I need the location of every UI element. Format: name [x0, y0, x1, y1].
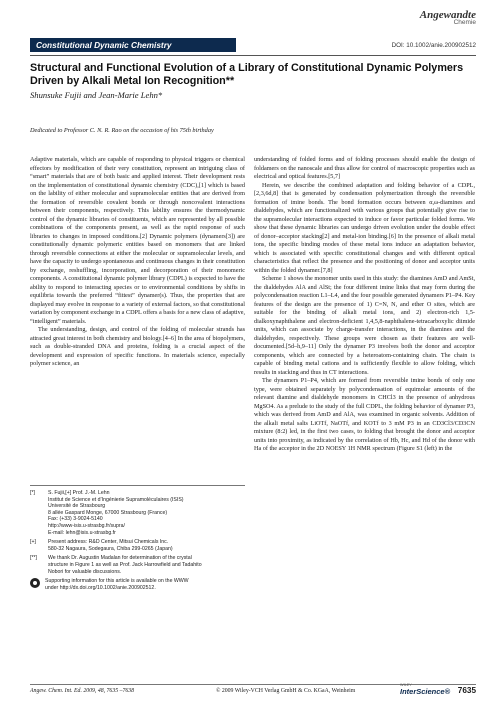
footnote-line: Nobori for valuable discussions.	[48, 568, 122, 575]
doi-label: DOI: 10.1002/anie.200902512	[391, 42, 476, 49]
footnote-line: S. Fujii,[+] Prof. J.-M. Lehn	[48, 490, 110, 496]
footer-citation: Angew. Chem. Int. Ed. 2009, 48, 7635 –7638	[30, 688, 135, 694]
footnote-corresponding	[30, 490, 245, 536]
supporting-info-note	[30, 578, 245, 591]
header-rule	[30, 55, 476, 56]
footnote-line: We thank Dr. Augustin Madalan for determination of the crystal	[48, 555, 192, 562]
footnote-link[interactable]: http://www-isis.u-strasbg.fr/supra/	[48, 522, 125, 529]
logo-line-1: Angewandte	[419, 9, 476, 21]
paragraph: The dynamers P1–P4, which are formed from reversible imine bonds of only one type, were obtained separately by polycondensation of equimolar amounts of the relevant diamine and dialdehyde monomers in CHCl3 in the presence of anhydrous MgSO4. As a prelude to the study of the full CDPL, the folding behavior of dynamer P3, which was derived from AmD and AlA, was examined in organic solvents. Addition of the alkali metal salts LiOTf, NaOTf, and KOTf to 3 mM P3 in an CD3Cl3/CD3CN mixture (8:2) led, in the first two cases, to folding that brought the donor and acceptor units into proximity, as indicated by the correlation of Hb, Hc, and Hd of the donor with Ha of the acceptor in the 2D NOESY 1H NMR spectrum (Figure S1 (left) in the	[254, 377, 475, 452]
paragraph: Herein, we describe the combined adaptation and folding behavior of a CDPL,[2,3,6d,8] that is generated by condensation polymerization through the reversible formation of imine bonds. The bond formation occurs between α,ω-diamines and dialdehydes, which are functionalized with various groups that potentially give rise to the supramolecular interactions expected to induce or favor particular folded forms. We show that these dynamic libraries can undergo driven evolution under the double effect of donor–acceptor stacking[2] and metal-ion binding.[6] In the presence of alkali metal ions, the specific binding modes of these metal ions induce an adaptation behavior, which is associated with specific constitutional changes and with different optical characteristics that reflect the presence and the positioning of donor and acceptor units within the folded dynamer.[7,8]	[254, 181, 475, 274]
footnote-line: structure in Figure 1 as well as Prof. Jack Harrowfield and Tadahito	[48, 561, 202, 568]
left-text-column	[30, 156, 245, 476]
dedication-line: Dedicated to Professor C. N. R. Rao on the occasion of his 75th birthday	[30, 127, 214, 134]
interscience-small: WILEY	[400, 683, 412, 687]
section-banner: Constitutional Dynamic Chemistry	[30, 38, 236, 52]
footnote-line: Université de Strasbourg	[48, 503, 106, 510]
article-authors: Shunsuke Fujii and Jean-Marie Lehn*	[30, 90, 163, 100]
right-text-column	[254, 156, 475, 681]
footnote-thanks	[30, 555, 245, 575]
footnote-line: 8 allée Gaspard Monge, 67000 Strasbourg (France)	[48, 509, 168, 516]
logo-line-2: Chemie	[453, 19, 476, 26]
footnotes-box	[30, 485, 245, 591]
supporting-info-icon	[30, 578, 40, 588]
interscience-logo	[400, 683, 450, 696]
paragraph: Adaptive materials, which are capable of responding to physical triggers or chemical effectors by modification of their very constitution, represent an intriguing class of “smart” materials that are of both basic and applied interest. Their development rests on the implementation of constitutional dynamic chemistry (CDC),[1] which is based on the lability of either molecular and supramolecular entities that are derived from the formation of reversible covalent bonds or through noncovalent interactions between their components, respectively. This lability ensures the thermodynamic control of the dynamic libraries of constituents, which are represented by all possible combinations of the components present, as well as the rapid response of such libraries to changes in imposed conditions.[2] Dynamic polymers (dynamers[3]) are constitutionally dynamic polymeric entities based on monomers that are linked through reversible connections at either the molecular or supramolecular levels, and have the capacity to undergo spontaneous and continuous changes in their constitution by exchange, reshuffling, incorporation, and decorporation of their monomeric components. A constitutional dynamic polymer library (CDPL) is expected to have the ability to respond to interacting species or to environmental conditions by shifts in equilibria towards the preferred “fittest” dynamer(s). Thus, the properties that are displayed may evolve in response to a variety of external factors, so that constitutional variation by component exchange in a CDPL offers a basis for a new class of adaptive, “intelligent” materials.	[30, 156, 245, 325]
footnote-line: Institut de Science et d’Ingénierie Supramoléculaires (ISIS)	[48, 496, 184, 503]
article-title: Structural and Functional Evolution of a Library of Constitutional Dynamic Polymers Driven by Alkali Metal Ion Recognition**	[30, 62, 464, 87]
footnote-mark: [+]	[30, 539, 36, 546]
supporting-info-link[interactable]: under http://dx.doi.org/10.1002/anie.200902512.	[45, 584, 156, 591]
footnote-line: Fax: (+33) 3-9024-5140	[48, 516, 103, 523]
page-number: 7635	[457, 686, 476, 695]
paragraph: Scheme 1 shows the monomer units used in this study: the diamines AmD and AmSt, the dialdehydes AlA and AlSt; the four different imine links that may form during the polycondensation reaction L1–L4, and the four possible generated dynamers P1–P4. Key features of the design are the presence of 1) C=N, N, and ether O sites, which are suitable for the binding of alkali metal ions, and 2) electron-rich 1,5-dialkoxynaphthalene and electron-deficient 1,4,5,8-naphthalene-tetracarboxylic diimide units, which can associate by charge-transfer interactions, in the diamines and the dialdehydes, respectively. These groups were chosen as their features are well-documented.[5d–h,9–11] Only the dynamer P3 involves both the donor and acceptor components, which are connected by a heteroatom-containing chain. The chain is capable of binding metal cations and is sufficiently flexible to allow folding, which results in stacking and thus in CT interactions.	[254, 275, 475, 376]
footnote-line: Present address: R&D Center, Mitsui Chemicals Inc.	[48, 539, 169, 546]
journal-logo	[420, 9, 476, 26]
footnote-mark: [**]	[30, 555, 37, 562]
footnote-email[interactable]: E-mail: lehn@isis.u-strasbg.fr	[48, 529, 116, 536]
footnote-line: Supporting information for this article is available on the WWW	[45, 578, 189, 585]
footnote-line: 580-32 Nagaura, Sodegaura, Chiba 299-0265 (Japan)	[48, 545, 173, 552]
footnote-mark: [*]	[30, 490, 35, 496]
paragraph: understanding of folded forms and of folding processes should enable the design of foldamers on the nanoscale and thus allow for control of macroscopic properties such as electrical and optical features.[5,7]	[254, 156, 475, 180]
footer-copyright: © 2009 Wiley-VCH Verlag GmbH & Co. KGaA, Weinheim	[216, 688, 356, 694]
interscience-main: InterScience®	[400, 687, 451, 696]
footnote-present-address	[30, 539, 245, 552]
paragraph: The understanding, design, and control of the folding of molecular strands has attracted great interest in both chemistry and biology.[4–6] In the area of biopolymers, such as double-stranded DNA and proteins, folding is a crucial aspect of the development and expression of specific functions. In materials science, especially polymer science, an	[30, 326, 245, 367]
